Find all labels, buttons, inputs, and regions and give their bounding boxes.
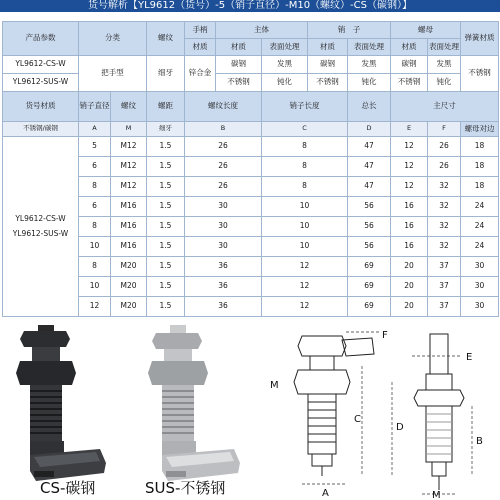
header-thread2: 螺纹 (111, 92, 147, 122)
dim-label-a: A (322, 488, 329, 499)
table-cell: 69 (348, 277, 391, 297)
header-handle-mat: 材质 (185, 39, 216, 56)
header-nut-mat: 材质 (391, 39, 428, 56)
cs-body-surface: 发黑 (262, 56, 308, 74)
table-cell: 10 (262, 217, 348, 237)
table-cell: 37 (428, 257, 461, 277)
dim-label-m: M (270, 380, 279, 391)
table-cell: 16 (391, 217, 428, 237)
table-cell: 1.5 (147, 297, 185, 317)
header-handle: 手柄 (185, 22, 216, 39)
cs-nut-surface: 发黑 (428, 56, 461, 74)
header-total: 总长 (348, 92, 391, 122)
table-cell: M12 (111, 177, 147, 197)
table-cell: 26 (185, 157, 262, 177)
table-cell: 26 (428, 137, 461, 157)
table-cell: 12 (391, 177, 428, 197)
table-cell: 12 (79, 297, 111, 317)
table-cell: 10 (262, 237, 348, 257)
table-cell: 8 (262, 157, 348, 177)
dimension-drawing (262, 326, 498, 500)
header-nut-af: 螺母对边 (461, 122, 499, 137)
table-cell: 26 (185, 177, 262, 197)
table-cell: 6 (79, 157, 111, 177)
table-cell: 8 (262, 177, 348, 197)
header-pin-mat: 材质 (308, 39, 348, 56)
table-cell: 30 (185, 217, 262, 237)
table-cell: M12 (111, 137, 147, 157)
table-cell: 12 (391, 157, 428, 177)
table-cell: 16 (391, 237, 428, 257)
table-cell: 1.5 (147, 277, 185, 297)
table-cell: M20 (111, 257, 147, 277)
table-cell: 10 (79, 237, 111, 257)
carbon-steel-plunger-image (0, 325, 128, 500)
cs-pin-mat: 碳钢 (308, 56, 348, 74)
table-cell: M16 (111, 217, 147, 237)
table-cell: 30 (185, 237, 262, 257)
table-cell: 30 (461, 297, 499, 317)
table-cell: 5 (79, 137, 111, 157)
table-cell: 30 (185, 197, 262, 217)
header-pitch: 螺距 (147, 92, 185, 122)
header-body: 主体 (216, 22, 308, 39)
table-cell: 32 (428, 237, 461, 257)
table-cell: 1.5 (147, 137, 185, 157)
table-cell: 24 (461, 197, 499, 217)
table-cell: 12 (262, 297, 348, 317)
table-cell: 18 (461, 177, 499, 197)
table-cell: M20 (111, 297, 147, 317)
spec-table (2, 21, 499, 317)
table-cell: 20 (391, 277, 428, 297)
table-row (3, 137, 499, 157)
carbon-steel-caption: CS-碳钢 (40, 479, 96, 497)
table-cell: 18 (461, 137, 499, 157)
model-sus-label: YL9612-SUS-W (12, 228, 69, 238)
sub-c: C (262, 122, 348, 137)
sus-body-surface: 钝化 (262, 74, 308, 92)
table-cell: 1.5 (147, 217, 185, 237)
thread-value: 细牙 (147, 56, 185, 92)
sus-pin-surface: 钝化 (348, 74, 391, 92)
table-header-section (3, 22, 499, 137)
table-cell: 30 (461, 257, 499, 277)
table-cell: M20 (111, 277, 147, 297)
table-cell: 36 (185, 257, 262, 277)
table-cell: 24 (461, 217, 499, 237)
model-cs: YL9612-CS-W (3, 56, 79, 74)
header-class: 分类 (79, 22, 147, 56)
cs-nut-mat: 碳钢 (391, 56, 428, 74)
sub-pitch: 细牙 (147, 122, 185, 137)
table-cell: 10 (262, 197, 348, 217)
table-cell: 1.5 (147, 257, 185, 277)
header-pin-dia: 销子直径 (79, 92, 111, 122)
table-cell: 47 (348, 177, 391, 197)
table-cell: 1.5 (147, 197, 185, 217)
sus-nut-mat: 不锈钢 (391, 74, 428, 92)
dim-label-m2: M (432, 490, 441, 500)
table-cell: 32 (428, 177, 461, 197)
stainless-steel-plunger-image (130, 325, 260, 500)
sus-body-mat: 不锈钢 (216, 74, 262, 92)
model-name-cell (3, 137, 79, 317)
sub-b: B (185, 122, 262, 137)
table-cell: 1.5 (147, 157, 185, 177)
table-cell: 26 (185, 137, 262, 157)
table-cell: 18 (461, 157, 499, 177)
header-spring: 弹簧材质 (461, 22, 499, 56)
table-cell: 24 (461, 237, 499, 257)
dim-label-c: C (354, 414, 361, 425)
table-cell: 8 (79, 257, 111, 277)
table-cell: 69 (348, 297, 391, 317)
header-body-mat: 材质 (216, 39, 262, 56)
header-pin: 销 子 (308, 22, 391, 39)
header-thread: 螺纹 (147, 22, 185, 56)
model-sus: YL9612-SUS-W (3, 74, 79, 92)
handle-value: 锌合金 (185, 56, 216, 92)
dim-label-f: F (382, 330, 388, 341)
sub-mat: 不锈钢/碳钢 (3, 122, 79, 137)
header-pin-len: 销子长度 (262, 92, 348, 122)
header-param: 产品参数 (3, 22, 79, 56)
table-cell: 37 (428, 277, 461, 297)
table-cell: 47 (348, 137, 391, 157)
dim-label-e: E (466, 352, 473, 363)
table-cell: 20 (391, 297, 428, 317)
table-cell: 12 (262, 277, 348, 297)
table-cell: 8 (79, 177, 111, 197)
table-cell: 6 (79, 197, 111, 217)
header-pin-surface: 表面处理 (348, 39, 391, 56)
sub-d: D (348, 122, 391, 137)
table-cell: M12 (111, 157, 147, 177)
table-cell: 10 (79, 277, 111, 297)
stainless-steel-caption: SUS-不锈钢 (145, 479, 226, 497)
table-cell: 47 (348, 157, 391, 177)
header-nut-surface: 表面处理 (428, 39, 461, 56)
table-cell: 56 (348, 217, 391, 237)
table-cell: 69 (348, 257, 391, 277)
sub-e: E (391, 122, 428, 137)
table-cell: 20 (391, 257, 428, 277)
table-cell: 36 (185, 277, 262, 297)
table-cell: 1.5 (147, 177, 185, 197)
header-nut: 螺母 (391, 22, 461, 39)
header-thread-len: 螺纹长度 (185, 92, 262, 122)
table-cell: 26 (428, 157, 461, 177)
spring-value: 不锈钢 (461, 56, 499, 92)
sub-m: M (111, 122, 147, 137)
table-cell: 1.5 (147, 237, 185, 257)
header-body-surface: 表面处理 (262, 39, 308, 56)
dimension-rows (3, 137, 499, 317)
table-cell: M16 (111, 197, 147, 217)
class-value: 把手型 (79, 56, 147, 92)
table-cell: M16 (111, 237, 147, 257)
table-cell: 56 (348, 237, 391, 257)
sub-f: F (428, 122, 461, 137)
table-cell: 16 (391, 197, 428, 217)
table-cell: 56 (348, 197, 391, 217)
table-cell: 32 (428, 217, 461, 237)
table-cell: 12 (391, 137, 428, 157)
page-title: 货号解析【YL9612（货号）-5（销子直径）-M10（螺纹）-CS（碳钢）】 (0, 0, 500, 12)
header-code: 货号材质 (3, 92, 79, 122)
table-cell: 36 (185, 297, 262, 317)
sub-a: A (79, 122, 111, 137)
table-cell: 8 (79, 217, 111, 237)
sus-nut-surface: 钝化 (428, 74, 461, 92)
table-cell: 8 (262, 137, 348, 157)
cs-body-mat: 碳钢 (216, 56, 262, 74)
cs-pin-surface: 发黑 (348, 56, 391, 74)
table-cell: 30 (461, 277, 499, 297)
dim-label-b: B (476, 436, 483, 447)
model-cs-label: YL9612-CS-W (15, 214, 66, 224)
table-cell: 12 (262, 257, 348, 277)
table-cell: 37 (428, 297, 461, 317)
dim-label-d: D (396, 422, 404, 433)
table-cell: 32 (428, 197, 461, 217)
header-dims: 主尺寸 (391, 92, 499, 122)
sus-pin-mat: 不锈钢 (308, 74, 348, 92)
